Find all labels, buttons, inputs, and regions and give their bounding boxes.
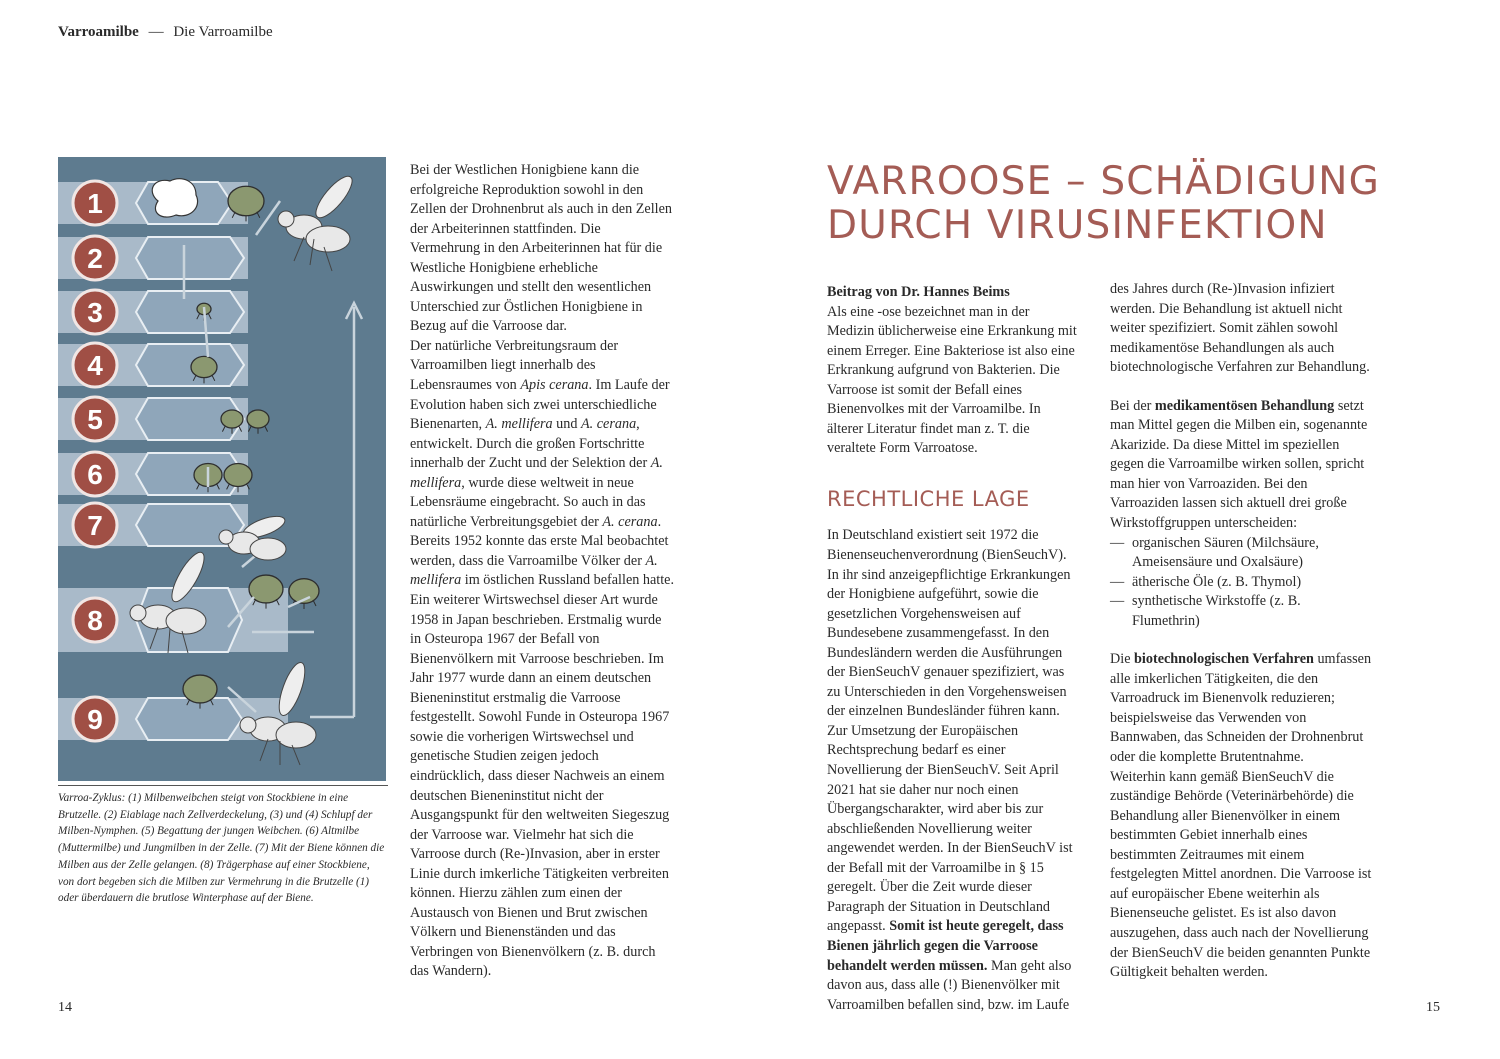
running-head-title: Die Varroamilbe (173, 24, 273, 40)
list-item: — ätherische Öle (z. B. Thymol) (1110, 573, 1372, 593)
varroa-cycle-figure (58, 157, 386, 781)
author-line (827, 283, 1079, 303)
running-head-section: Varroamilbe (58, 24, 139, 40)
page-number-left: 14 (58, 1000, 72, 1015)
right-column-1 (827, 283, 1079, 1015)
text-run: , wurde diese weltweit in neue Lebensräume eingebracht. So auch in das natürliche Verbreitungsgebiet der (410, 474, 646, 530)
text-run: Die (1110, 651, 1135, 668)
species-name: A. mellifera (485, 416, 553, 433)
substance-list (1110, 534, 1372, 632)
stage-marker (73, 290, 117, 334)
stage-marker (73, 397, 117, 441)
stage-marker (73, 598, 117, 642)
species-name: A. cerana (602, 513, 658, 530)
text-run: . Bereits 1952 konnte das erste Mal beobachtet werden, dass die Varroamilbe Völker der (410, 513, 669, 569)
stage-marker (73, 181, 117, 225)
species-name: A. mellifera (410, 552, 658, 589)
paragraph (1110, 650, 1372, 767)
figure-caption: Varroa-Zyklus: (1) Milbenweibchen steigt von Stockbiene in eine Brutzelle. (2) Eiablage nach Zellverdeckelung, (3) und (4) Schlupf der Milben-Nymphen. (5) Begattung der jungen Weibchen. (6) Altmilbe (Muttermilbe) und Jungmilben in der Zelle. (7) Mit der Biene können die Milben aus der Zelle gelangen. (8) Trägerphase auf einer Stockbiene, von dort begeben sich die Milben zur Vermehrung in die Brutzelle (1) oder überdauern die brutlose Winterphase auf der Biene. (58, 792, 385, 905)
stage-marker (73, 503, 117, 547)
stage-number: 4 (87, 350, 103, 381)
section-heading: RECHTLICHE LAGE (827, 486, 1030, 511)
text-run: umfassen alle imkerlichen Tätigkeiten, die den Varroadruck im Bienenvolk reduzieren; beispielsweise das Verwenden von Bannwaben, das Schneiden der Drohnenbrut oder die komplette Brutentnahme. (1110, 651, 1372, 766)
paragraph (410, 337, 674, 982)
text-run: Bei der (1110, 397, 1155, 414)
brood-cell (136, 344, 244, 386)
caption-rule (58, 785, 388, 786)
running-head (58, 24, 273, 41)
text-run: , entwickelt. Durch die großen Fortschritte innerhalb der Zucht und der Selektion der (410, 416, 651, 472)
brood-cell (136, 698, 242, 740)
middle-column (410, 161, 674, 982)
stage-number: 5 (87, 404, 103, 435)
bold-run: biotechnologischen Verfahren (1134, 651, 1314, 668)
text-run: . Im Laufe der Evolution haben sich zwei unterschiedliche Bienenarten, (410, 377, 670, 433)
author: Beitrag von Dr. Hannes Beims (827, 284, 1010, 300)
species-name: Apis cerana (520, 377, 589, 394)
paragraph: Als eine -ose bezeichnet man in der Medizin üblicherweise eine Erkrankung mit einem Erreger. Eine Bakteriose ist also eine Erkrankung aufgrund von Bakterien. Die Varroose ist somit der Befall eines Bienenvolkes mit der Varroamilbe. In älterer Literatur findet man z. T. die veraltete Form Varroatose. (827, 303, 1077, 457)
stage-number: 2 (87, 243, 103, 274)
list-item: — synthetische Wirkstoffe (z. B. Flumethrin) (1110, 592, 1372, 631)
article-headline: VARROOSE – SCHÄDIGUNG DURCH VIRUSINFEKTION (827, 159, 1381, 248)
page-number-right: 15 (1426, 1000, 1440, 1015)
paragraph: Weiterhin kann gemäß BienSeuchV die zuständige Behörde (Veterinärbehörde) die Behandlung aller Bienenvölker in einem bestimmten Gebiet innerhalb eines bestimmten Zeitraumes mit einem festgelegten Mittel anordnen. Die Varroose ist auf europäischer Ebene weiterhin als Bienenseuche gelistet. Es ist also davon auszugehen, dass auch nach der Novellierung der BienSeuchV die beiden genannten Punkte Gültigkeit behalten werden. (1110, 768, 1372, 981)
mite-icon (228, 186, 264, 221)
paragraph: Bei der Westlichen Honigbiene kann die erfolgreiche Reproduktion sowohl in den Zellen der Drohnenbrut als auch in den Zellen der Arbeiterinnen stattfinden. Die Vermehrung in den Arbeiterinnen hat für die Westliche Honigbiene erhebliche Auswirkungen und stellt den wesentlichen Unterschied zur Östlichen Honigbiene in Bezug auf die Varroose dar. (410, 162, 672, 335)
larva-icon (152, 179, 197, 217)
paragraph: In Deutschland existiert seit 1972 die Bienenseuchenverordnung (BienSeuchV). In ihr sind anzeigepflichtige Erkrankungen der Honigbiene aufgeführt, sowie die gesetzlichen Vorgehensweisen auf Bundesebene zusammengefasst. In den Bundesländern werden die Ausführungen der BienSeuchV genauer spezifiziert, was zu Unterschieden in den Vorgehensweisen der einzelnen Bundesländer führen kann. (827, 527, 1071, 720)
right-column-2 (1110, 280, 1372, 983)
mite-icon (249, 575, 283, 609)
stage-marker (73, 452, 117, 496)
text-run: Man geht also davon aus, dass alle (!) Bienenvölker mit Varroamilben befallen sind, bzw. im Laufe (827, 957, 1072, 1013)
stage-marker (73, 343, 117, 387)
stage-number: 8 (87, 605, 103, 636)
running-head-separator: — (148, 24, 164, 40)
stage-number: 1 (87, 188, 103, 219)
paragraph (827, 722, 1079, 1015)
paragraph (1110, 397, 1372, 534)
bold-run: medikamentösen Behandlung (1154, 397, 1335, 414)
stage-number: 7 (87, 510, 103, 541)
species-name: A. cerana (581, 416, 637, 433)
mite-icon (183, 675, 217, 709)
text-run: Zur Umsetzung der Europäischen Rechtsprechung bedarf es einer Novellierung der BienSeuchV. Seit April 2021 hat sie daher nur noch einen Übergangscharakter, wird aber bis zur abschließenden Novellierung weiter angewendet werden. In der BienSeuchV ist der Befall mit der Varroamilbe in § 15 geregelt. Über die Zeit wurde dieser Paragraph der Situation in Deutschland angepasst. (827, 722, 1073, 935)
stage-number: 9 (87, 704, 103, 735)
species-name: A. mellifera (410, 455, 663, 491)
stage-marker (73, 697, 117, 741)
list-item: — organischen Säuren (Milchsäure, Ameisensäure und Oxalsäure) (1110, 534, 1372, 573)
text-run: setzt man Mittel gegen die Milben ein, sogenannte Akarizide. Da diese Mittel im speziellen gegen die Varroamilbe wirken sollen, spricht man hier von Varroaziden. Bei den Varroaziden lassen sich aktuell drei große Wirkstoffgruppen unterscheiden: (1110, 397, 1368, 532)
stage-number: 3 (87, 297, 103, 328)
text-run: und (552, 416, 581, 433)
text-run: im östlichen Russland befallen hatte. Ein weiterer Wirtswechsel dieser Art wurde 1958 in Japan beschrieben. Erstmalig wurde in Osteuropa 1967 der Befall von Bienenvölkern mit Varroose beschrieben. Im Jahr 1977 wurde dann an einem deutschen Bieneninstitut erstmalig die Varroose festgestellt. Sowohl Funde in Osteuropa 1967 sowie die vorherigen Wirtswechsel und genetische Studien zeigen jedoch eindrücklich, dass dieser Nachweis an einem deutschen Bieneninstitut nicht der Ausgangspunkt für den weltweiten Siegeszug der Varroose war. Vielmehr hat sich die Varroose durch (Re-)Invasion, aber in erster Linie durch imkerliche Tätigkeiten verbreiten können. Hierzu zählen zum einen der Austausch von Bienen und Brut zwischen Völkern und Bienenständen und das Verbringen von Bienenvölkern (z. B. durch das Wandern). (410, 572, 674, 980)
text-run: Der natürliche Verbreitungsraum der Varroamilben liegt innerhalb des Lebensraumes von (410, 337, 619, 394)
stage-number: 6 (87, 459, 103, 490)
stage-marker (73, 236, 117, 280)
bold-run: Somit ist heute geregelt, dass Bienen jährlich gegen die Varroose behandelt werden müssen. (827, 918, 1064, 974)
brood-cell (136, 291, 244, 333)
paragraph: des Jahres durch (Re-)Invasion infiziert werden. Die Behandlung ist aktuell nicht weiter spezifiziert. Somit zählen sowohl medikamentöse Behandlungen als auch biotechnologische Verfahren zur Behandlung. (1110, 281, 1370, 376)
brood-cell (136, 237, 244, 279)
